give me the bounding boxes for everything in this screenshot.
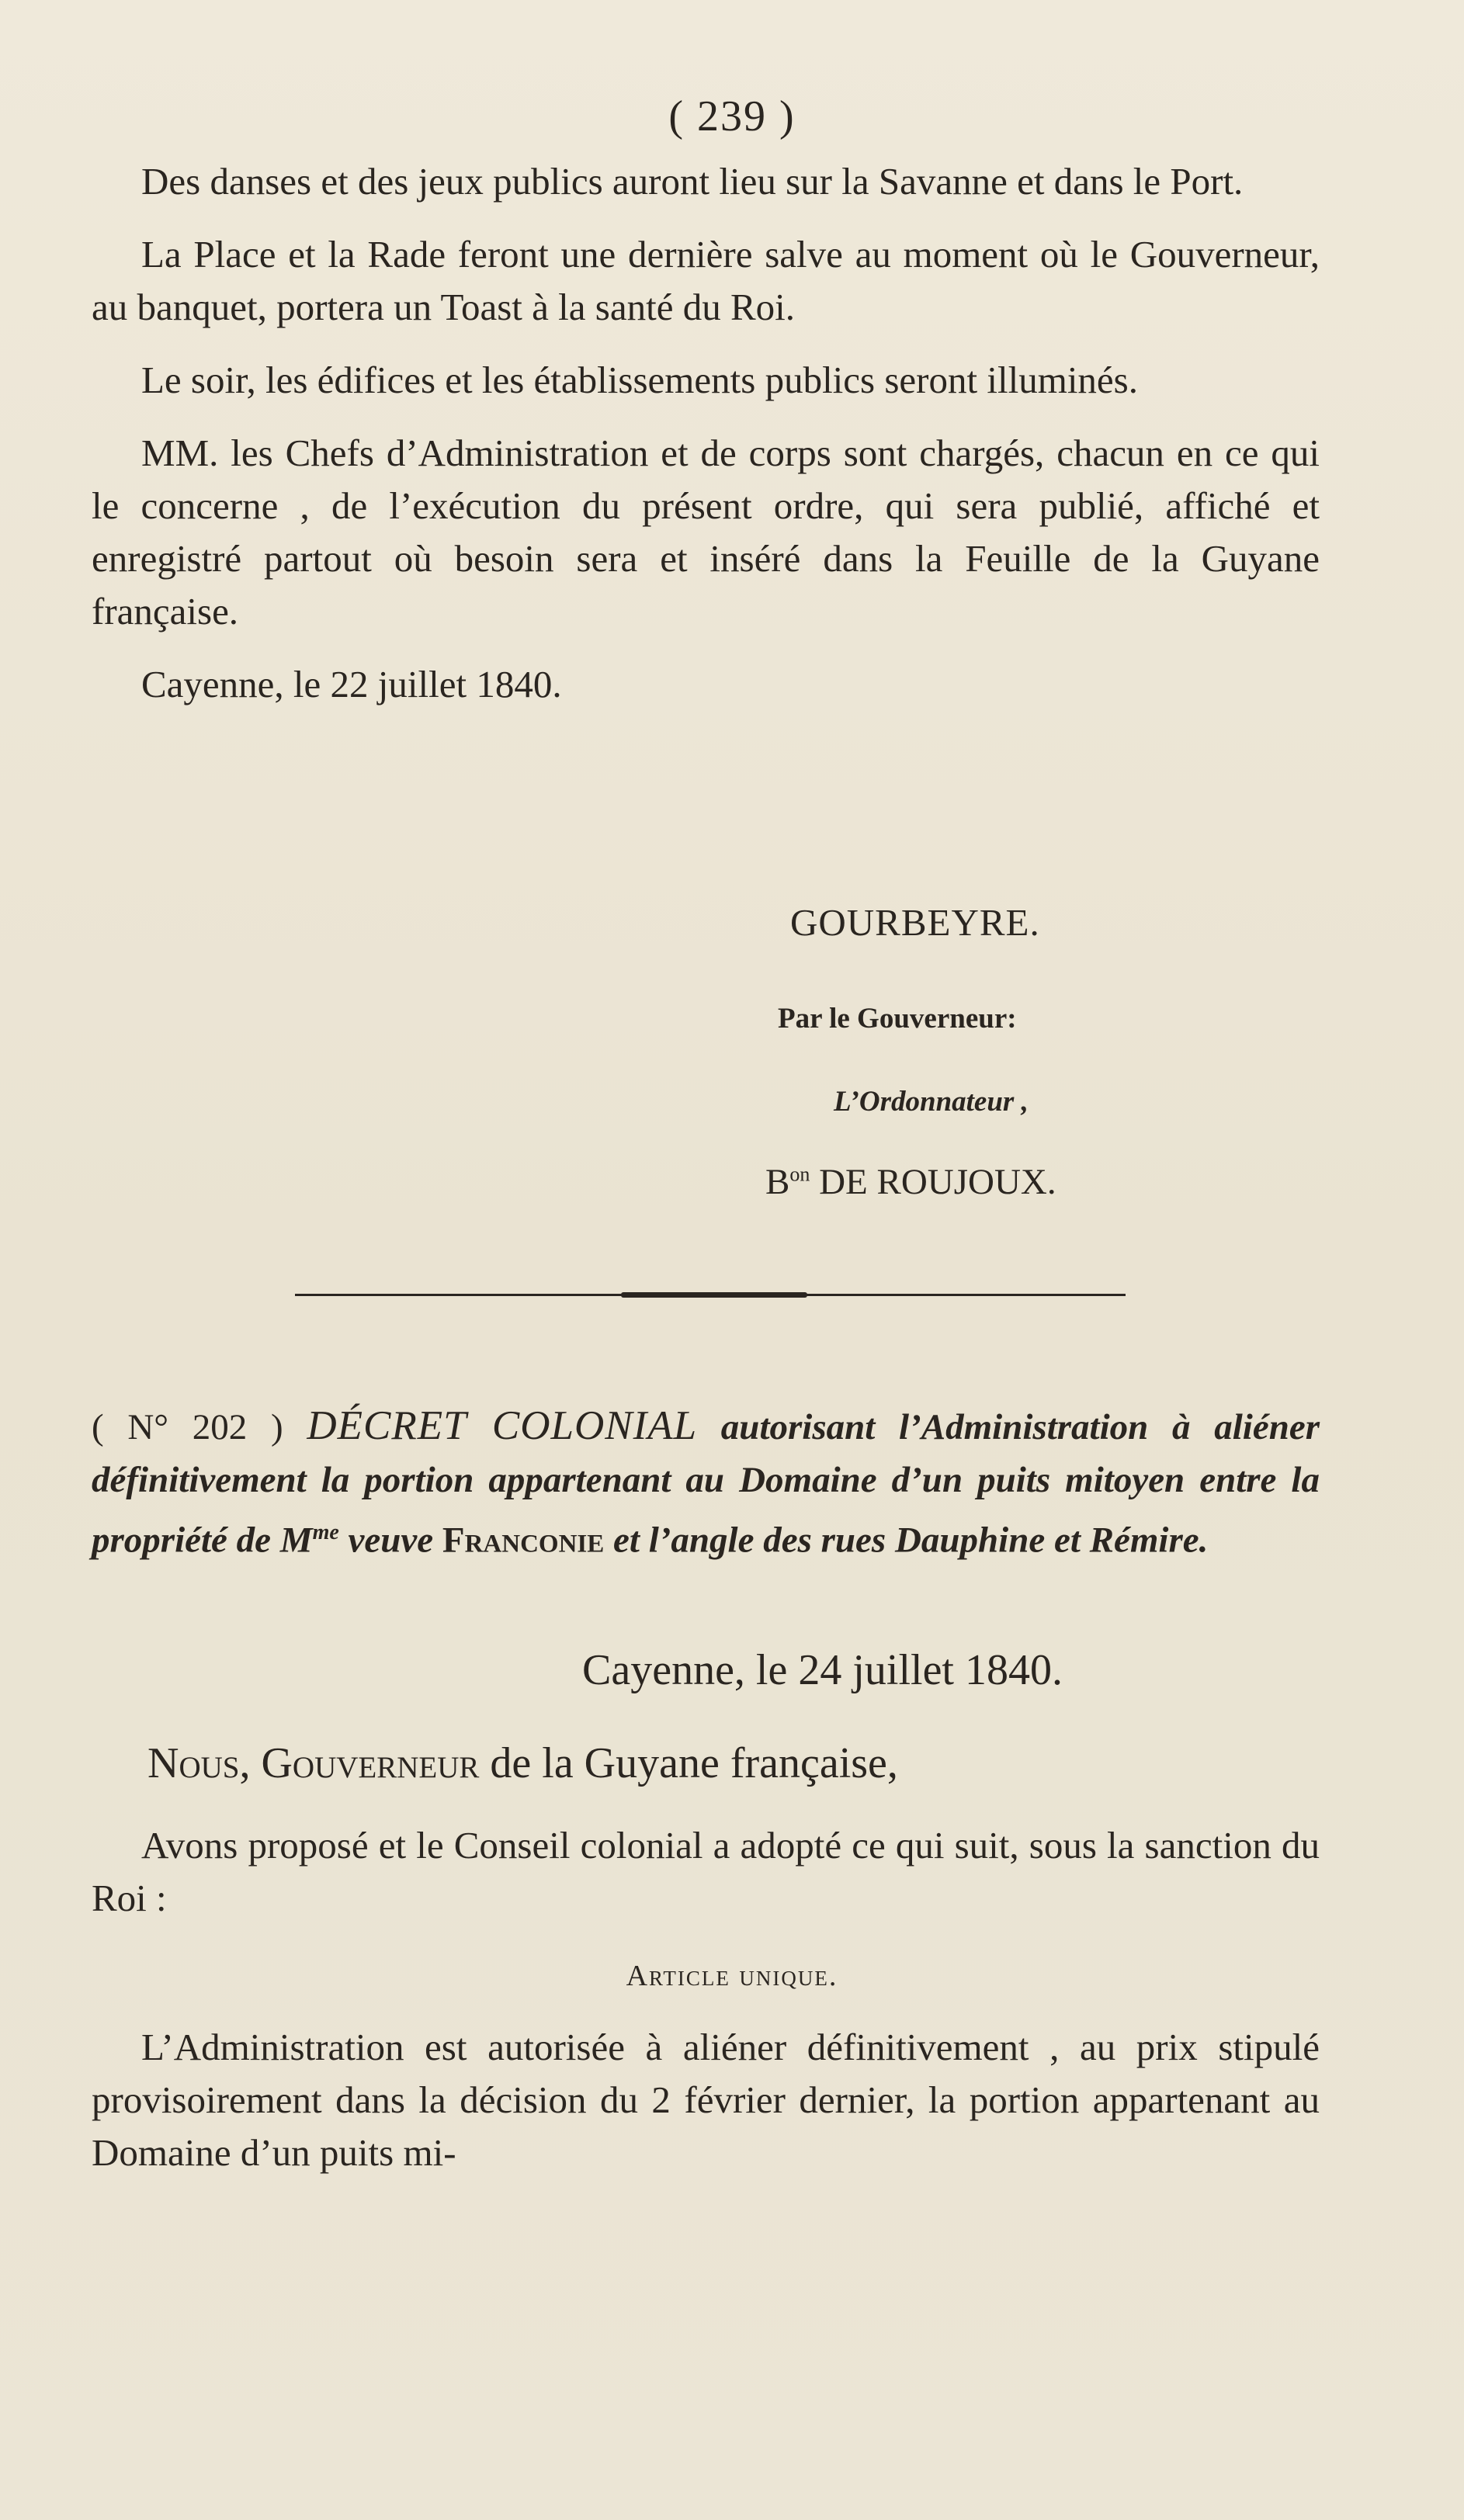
signer-sup: on [789,1163,810,1186]
place-date-1: Cayenne, le 22 juillet 1840. [141,663,562,705]
paragraph-execution: MM. les Chefs d’Administration et de corps sont chargés, chacun en ce qui le concerne , de l’exécution du présent ordre, qui sera publié, affiché et enregistré partout où besoin sera et inséré dans la Feuille de la Guyane française. [92,432,1320,633]
article-block [92,2021,1320,2179]
gouverneur-word: Gouverneur [261,1739,480,1787]
decree-desc-3: et l’angle des rues Dauphine et Rémire. [604,1520,1209,1561]
paragraph-illumination: Le soir, les édifices et les établissements publics seront illuminés. [141,359,1139,401]
roujoux-signature [765,1161,1056,1203]
signer-prefix: B [765,1162,790,1202]
section-divider [295,1294,1126,1296]
governor-signature: GOURBEYRE. [790,901,1040,944]
top-text-block [92,155,1320,711]
nous-line: Nous, Gouverneur de la Guyane française, [147,1739,898,1787]
page-number: ( 239 ) [668,92,796,140]
nous-rest: de la Guyane française, [479,1739,898,1787]
article-paragraph: L’Administration est autorisée à aliéner définitivement , au prix stipulé provisoirement dans la décision du 2 février dernier, la portion appartenant au Domaine d’un puits mi- [92,2026,1320,2174]
decree-desc-sup: me [312,1520,339,1544]
decree-name: Franconie [442,1520,605,1561]
article-heading: Article unique. [626,1960,838,1992]
decree-date: Cayenne, le 24 juillet 1840. [582,1646,1063,1694]
paragraph-dances: Des danses et des jeux publics auront lieu sur la Savanne et dans le Port. [141,160,1244,203]
decree-heading [92,1399,1320,1567]
nous-word: Nous [147,1739,240,1787]
preamble-paragraph: Avons proposé et le Conseil colonial a adopté ce qui suit, sous la sanction du Roi : [92,1824,1320,1919]
signer-name: DE ROUJOUX. [810,1162,1056,1202]
preamble-block [92,1819,1320,1925]
by-governor-line: Par le Gouverneur: [778,1003,1017,1035]
paragraph-salute: La Place et la Rade feront une dernière salve au moment où le Gouverneur, au banquet, portera un Toast à la santé du Roi. [92,233,1320,328]
decree-title: DÉCRET COLONIAL [307,1403,698,1448]
decree-number: ( N° 202 ) [92,1407,283,1447]
decree-desc-2: veuve [338,1520,442,1561]
decree-desc-1: autorisant l’Administration à aliéner définitivement la portion appartenant au Domaine d’un puits mitoyen entre la propriété de M [92,1407,1320,1561]
ordonnateur-line: L’Ordonnateur , [834,1086,1029,1118]
